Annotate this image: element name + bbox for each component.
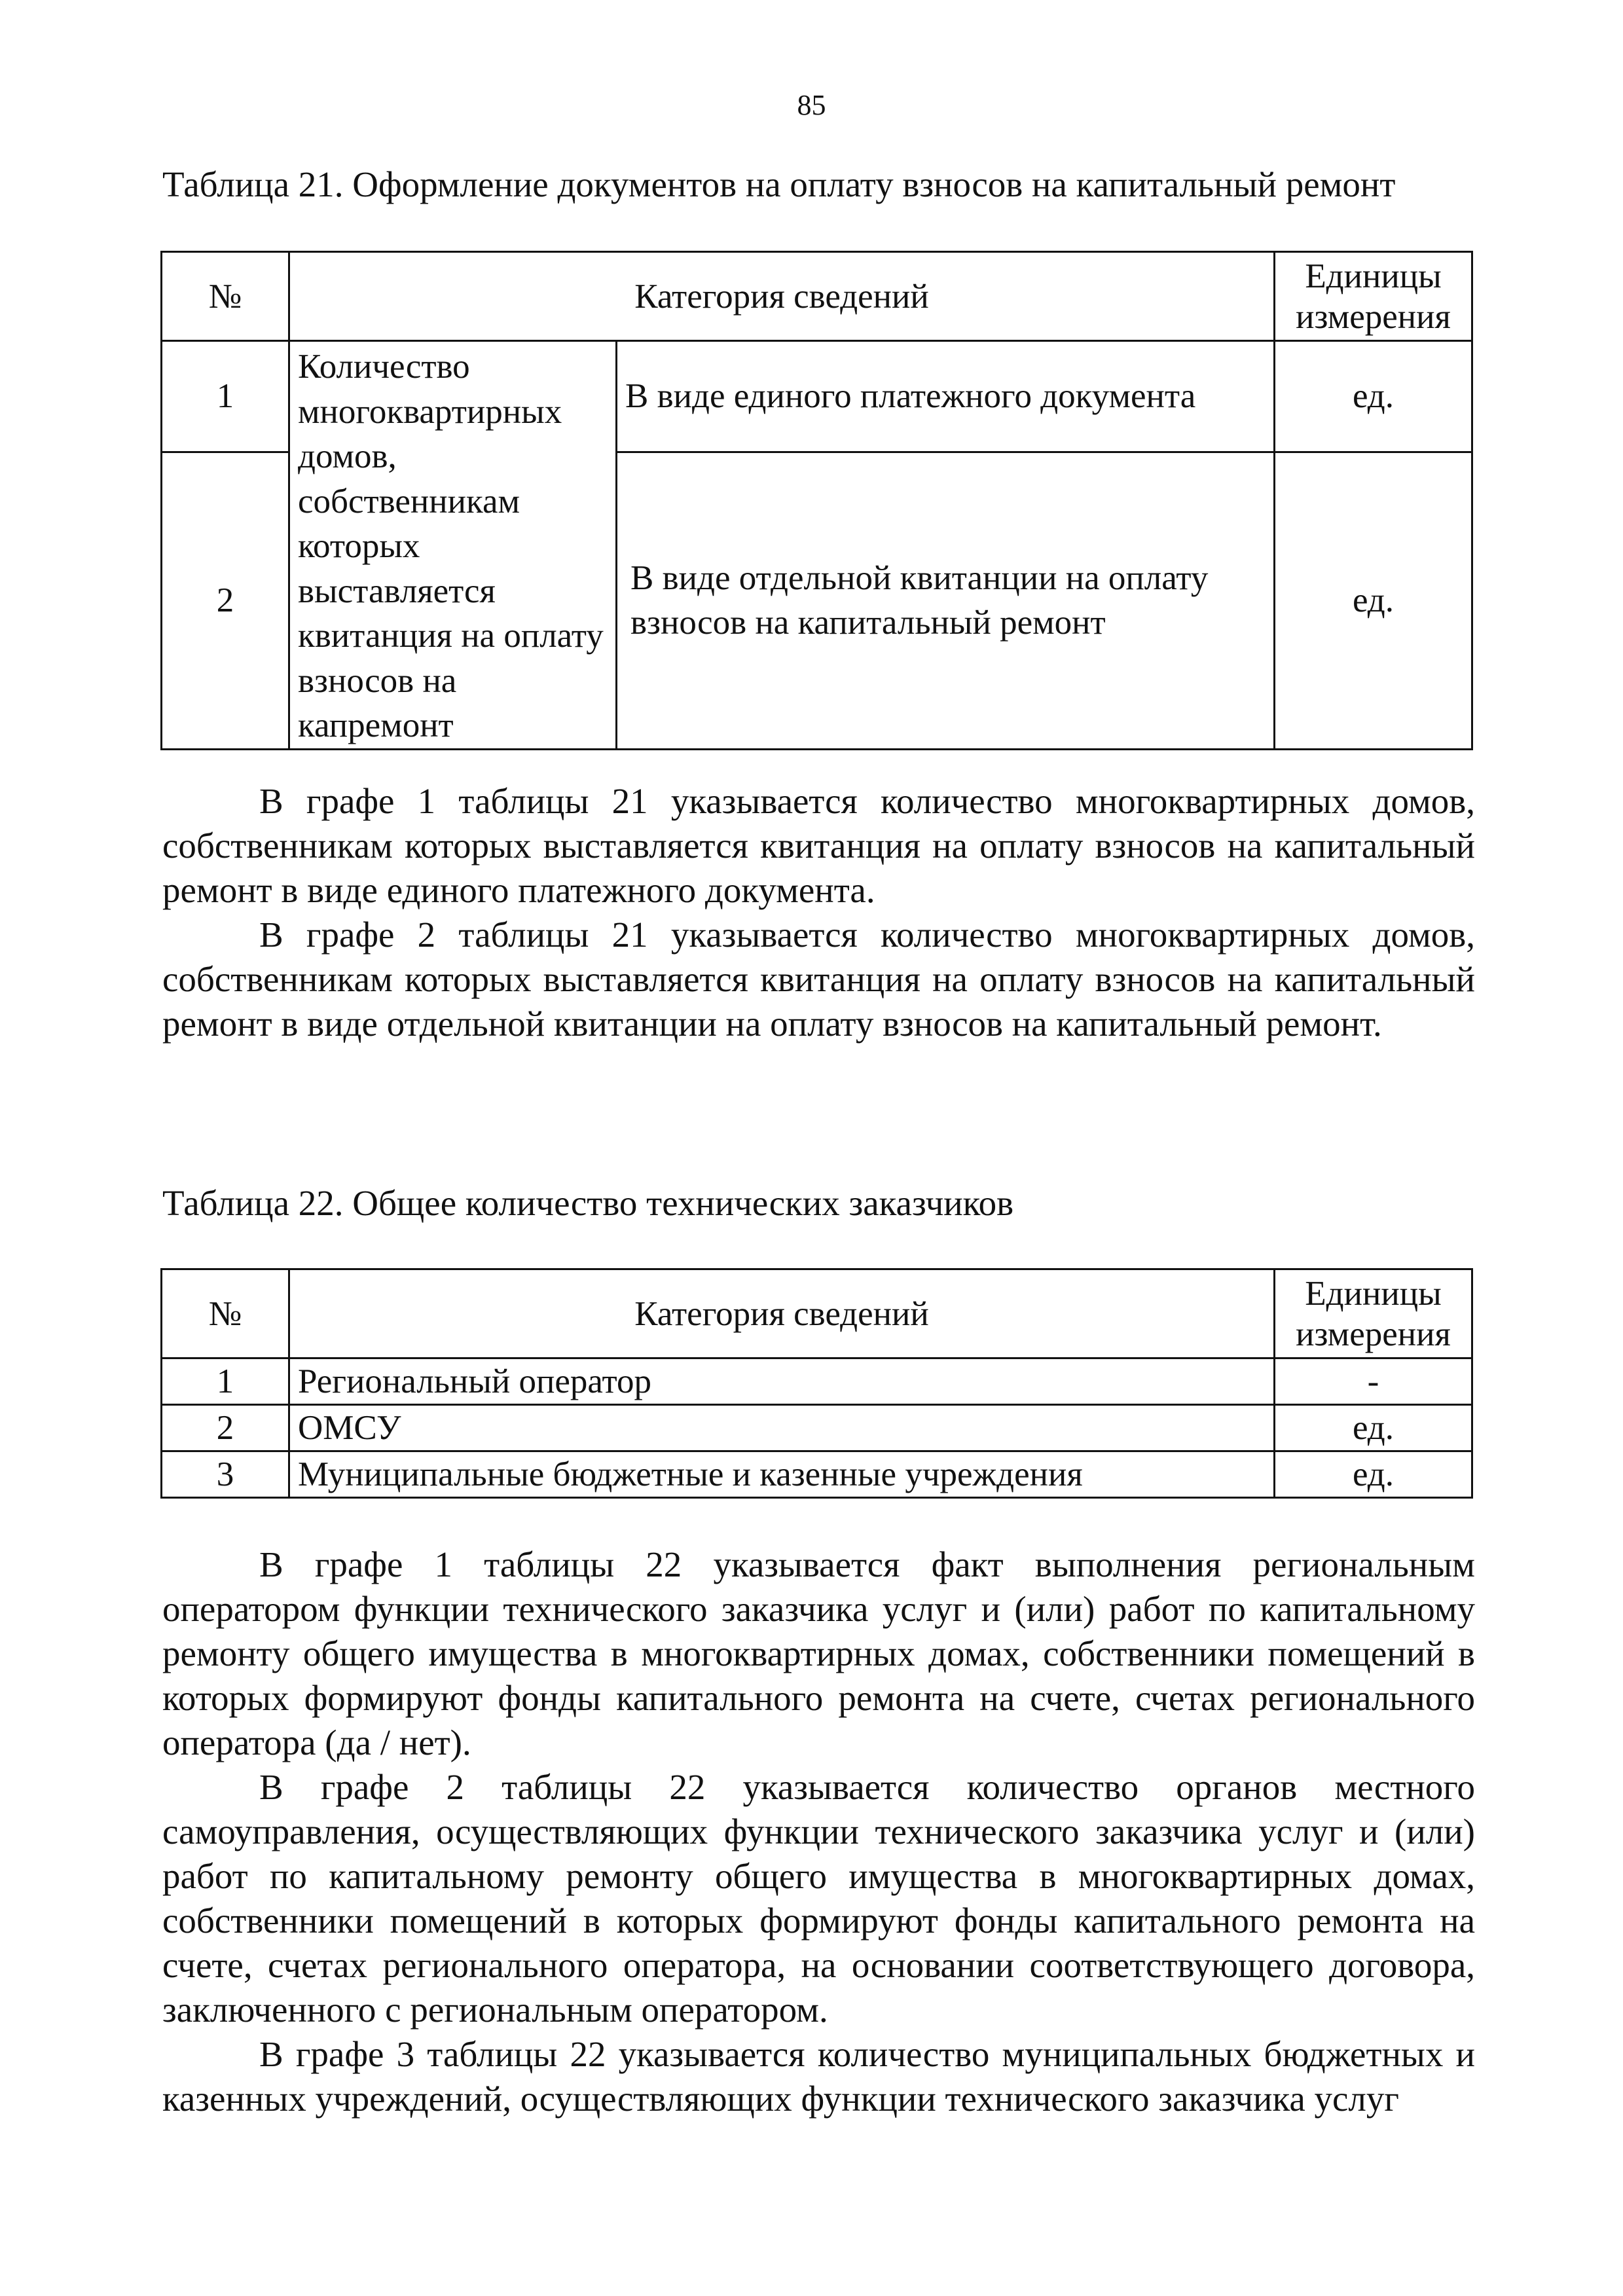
table-row [162, 341, 1472, 452]
table-row [162, 1405, 1472, 1451]
row-text: В виде отдельной квитанции на оплату взносов на капитальный ремонт [617, 452, 1275, 749]
row-text: ОМСУ [289, 1405, 1275, 1451]
row-unit: ед. [1275, 1405, 1472, 1451]
group-label: Количество многоквартирных домов, собственникам которых выставляется квитанция на оплату взносов на капремонт [289, 341, 617, 750]
page-number: 85 [797, 89, 826, 121]
table-row [162, 1358, 1472, 1405]
row-num: 2 [162, 1405, 289, 1451]
paragraph: В графе 3 таблицы 22 указывается количество муниципальных бюджетных и казенных учреждений, осуществляющих функции технического заказчика услуг [162, 2034, 1475, 2119]
table-21-description [162, 779, 1475, 1046]
paragraph: В графе 2 таблицы 22 указывается количество органов местного самоуправления, осуществляющих функции технического заказчика услуг и (или) работ по капитальному ремонту общего имущества в многоквартирных домах, собственники помещений в которых формируют фонды капитального ремонта на счете, счетах регионального оператора, на основании соответствующего договора, заключенного с региональным оператором. [162, 1767, 1475, 2030]
row-num: 1 [162, 341, 289, 452]
table-21 [160, 251, 1473, 750]
row-unit: - [1275, 1358, 1472, 1405]
row-unit: ед. [1275, 341, 1472, 452]
header-num: № [162, 252, 289, 341]
header-num: № [162, 1269, 289, 1358]
header-category: Категория сведений [289, 252, 1275, 341]
paragraph: В графе 1 таблицы 21 указывается количество многоквартирных домов, собственникам которых выставляется квитанция на оплату взносов на капитальный ремонт в виде единого платежного документа. [162, 781, 1475, 910]
row-unit: ед. [1275, 1451, 1472, 1498]
table-22-caption: Таблица 22. Общее количество технических заказчиков [162, 1183, 1014, 1223]
row-text: В виде единого платежного документа [617, 341, 1275, 452]
table-22 [160, 1268, 1473, 1499]
header-unit: Единицы измерения [1275, 1269, 1472, 1358]
header-unit: Единицы измерения [1275, 252, 1472, 341]
row-text: Муниципальные бюджетные и казенные учреждения [289, 1451, 1275, 1498]
table-21-caption: Таблица 21. Оформление документов на оплату взносов на капитальный ремонт [162, 164, 1396, 204]
row-num: 1 [162, 1358, 289, 1405]
row-text: Региональный оператор [289, 1358, 1275, 1405]
paragraph: В графе 2 таблицы 21 указывается количество многоквартирных домов, собственникам которых выставляется квитанция на оплату взносов на капитальный ремонт в виде отдельной квитанции на оплату взносов на капитальный ремонт. [162, 915, 1475, 1044]
table-header-row [162, 252, 1472, 341]
row-num: 3 [162, 1451, 289, 1498]
header-category: Категория сведений [289, 1269, 1275, 1358]
table-row [162, 1451, 1472, 1498]
table-header-row [162, 1269, 1472, 1358]
paragraph: В графе 1 таблицы 22 указывается факт выполнения региональным оператором функции технического заказчика услуг и (или) работ по капитальному ремонту общего имущества в многоквартирных домах, собственники помещений в которых формируют фонды капитального ремонта на счете, счетах регионального оператора (да / нет). [162, 1544, 1475, 1762]
row-num: 2 [162, 452, 289, 749]
table-22-description [162, 1542, 1475, 2121]
row-unit: ед. [1275, 452, 1472, 749]
